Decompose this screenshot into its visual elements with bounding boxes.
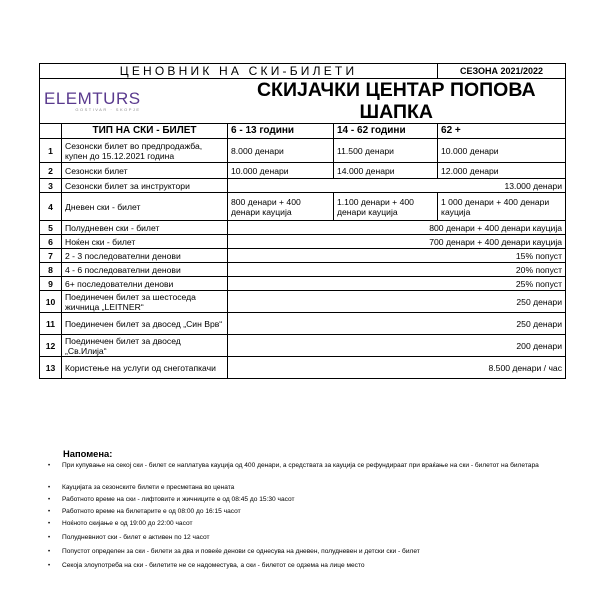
price-list (39, 63, 565, 379)
note-text: При купување на секој ски - билет се наплатува кауција од 400 денари, а средствата за кауција се рефундираат при враќање на ски - билетот на билетара (62, 462, 539, 469)
price-all-ages: 250 денари (228, 313, 566, 335)
logo-subtitle: GOSTIVAR · SKOPJE (75, 106, 141, 112)
row-number: 4 (40, 193, 62, 221)
bullet-icon: • (48, 563, 51, 569)
price-all-ages: 25% попуст (228, 277, 566, 291)
table-row (40, 313, 566, 335)
price-age1: 8.000 денари (228, 139, 334, 163)
row-number: 12 (40, 335, 62, 357)
title-row (40, 64, 566, 79)
logo-brand: ELEMTURS (44, 88, 141, 108)
price-age1: 800 денари + 400 денари кауција (228, 193, 334, 221)
price-all-ages: 20% попуст (228, 263, 566, 277)
col-age3-header: 62 + (438, 124, 566, 139)
price-table (39, 63, 566, 379)
ticket-type: Сезонски билет во предпродажба, купен до 15.12.2021 година (62, 139, 228, 163)
ticket-type: Поединечен билет за двосед „Син Врв“ (62, 313, 228, 335)
table-row (40, 139, 566, 163)
ticket-type: 6+ последователни денови (62, 277, 228, 291)
col-age1-header: 6 - 13 години (228, 124, 334, 139)
table-row (40, 335, 566, 357)
table-row (40, 179, 566, 193)
price-age3: 10.000 денари (438, 139, 566, 163)
price-age2: 1.100 денари + 400 денари кауција (334, 193, 438, 221)
table-row (40, 193, 566, 221)
ski-center-name: СКИЈАЧКИ ЦЕНТАР ПОПОВА ШАПКА (228, 79, 566, 124)
note-text: Полудневниот ски - билет е активен по 12 часот (62, 534, 210, 541)
price-all-ages: 200 денари (228, 335, 566, 357)
row-number: 7 (40, 249, 62, 263)
col-age2-header: 14 - 62 години (334, 124, 438, 139)
elemturs-logo (44, 88, 141, 112)
table-row (40, 357, 566, 379)
ticket-type: Користење на услуги од снеготапкачи (62, 357, 228, 379)
table-row (40, 221, 566, 235)
row-number: 13 (40, 357, 62, 379)
price-all-ages: 700 денари + 400 денари кауција (228, 235, 566, 249)
notes-title: Напомена: (63, 448, 113, 459)
ticket-type: Полудневен ски - билет (62, 221, 228, 235)
bullet-icon: • (48, 485, 51, 491)
row-number: 11 (40, 313, 62, 335)
bullet-icon: • (48, 535, 51, 541)
row-number: 2 (40, 163, 62, 179)
logo-row (40, 79, 566, 124)
price-age3: 1 000 денари + 400 денари кауција (438, 193, 566, 221)
ticket-type: Поединечен билет за двосед „Св.Илија“ (62, 335, 228, 357)
row-number: 9 (40, 277, 62, 291)
table-row (40, 249, 566, 263)
note-text: Кауцијата за сезонските билети е пресметана во цената (62, 484, 235, 491)
price-all-ages: 8.500 денари / час (228, 357, 566, 379)
note-text: Ноќното скијање е од 19:00 до 22:00 часот (62, 520, 193, 527)
note-text: Попустот определен за ски - билети за два и повеќе денови се однесува на дневен, полудневен и детски ски - билет (62, 548, 420, 555)
num-header (40, 124, 62, 139)
price-age1: 10.000 денари (228, 163, 334, 179)
row-number: 6 (40, 235, 62, 249)
bullet-icon: • (48, 549, 51, 555)
season-label: СЕЗОНА 2021/2022 (438, 64, 566, 79)
column-header-row (40, 124, 566, 139)
price-all-ages: 13.000 денари (228, 179, 566, 193)
row-number: 3 (40, 179, 62, 193)
table-row (40, 291, 566, 313)
ticket-type: Сезонски билет (62, 163, 228, 179)
price-age2: 14.000 денари (334, 163, 438, 179)
bullet-icon: • (48, 497, 51, 503)
table-row (40, 235, 566, 249)
ticket-type: Сезонски билет за инструктори (62, 179, 228, 193)
bullet-icon: • (48, 521, 51, 527)
ticket-type: 2 - 3 последователни денови (62, 249, 228, 263)
logo-cell (40, 79, 228, 124)
bullet-icon: • (48, 509, 51, 515)
ticket-type: Ноќен ски - билет (62, 235, 228, 249)
bullet-icon: • (48, 463, 51, 469)
row-number: 8 (40, 263, 62, 277)
row-number: 5 (40, 221, 62, 235)
price-age3: 12.000 денари (438, 163, 566, 179)
row-number: 1 (40, 139, 62, 163)
price-all-ages: 250 денари (228, 291, 566, 313)
col-type-header: ТИП НА СКИ - БИЛЕТ (62, 124, 228, 139)
price-all-ages: 800 денари + 400 денари кауција (228, 221, 566, 235)
ticket-type: Дневен ски - билет (62, 193, 228, 221)
note-text: Работното време на ски - лифтовите и жичниците е од 08:45 до 15:30 часот (62, 496, 295, 503)
table-row (40, 163, 566, 179)
table-row (40, 277, 566, 291)
price-age2: 11.500 денари (334, 139, 438, 163)
price-rows (40, 139, 566, 379)
table-row (40, 263, 566, 277)
note-text: Работното време на билетарите е од 08:00 до 16:15 часот (62, 508, 241, 515)
row-number: 10 (40, 291, 62, 313)
ticket-type: 4 - 6 последователни денови (62, 263, 228, 277)
price-all-ages: 15% попуст (228, 249, 566, 263)
price-list-title: ЦЕНОВНИК НА СКИ-БИЛЕТИ (40, 64, 438, 79)
ticket-type: Поединечен билет за шестоседа жичница „LEITNER“ (62, 291, 228, 313)
note-text: Секоја злоупотреба на ски - билетите не се надоместува, а ски - билетот се одзема на лице место (62, 562, 365, 569)
